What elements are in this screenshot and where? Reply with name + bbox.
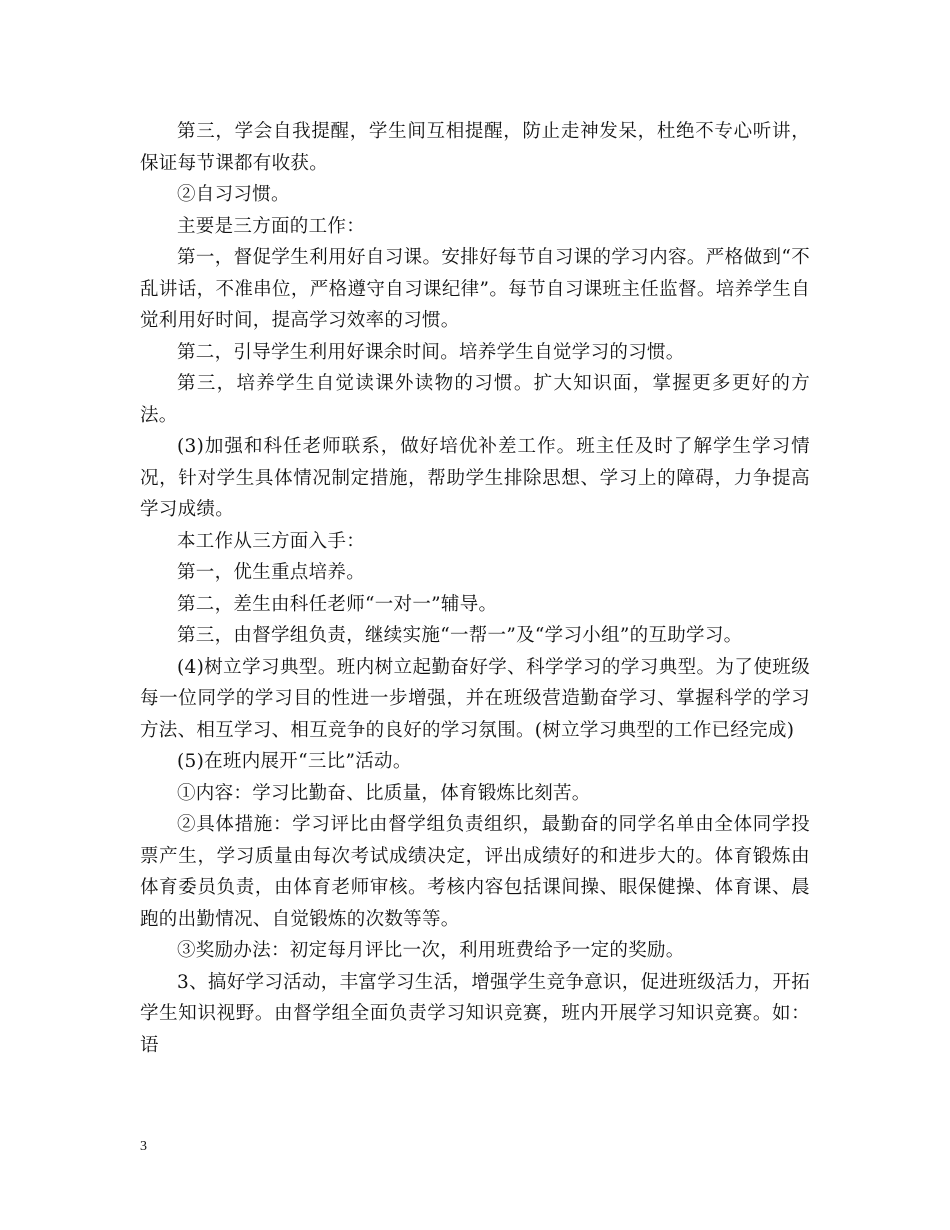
page-number: 3 (140, 1139, 147, 1154)
paragraph: 3、搞好学习活动，丰富学习生活，增强学生竞争意识，促进班级活力，开拓学生知识视野。由督学组全面负责学习知识竞赛，班内开展学习知识竞赛。如：语 (140, 971, 810, 1056)
paragraph: ②自习习惯。 (177, 184, 290, 205)
paragraph: 第三，由督学组负责，继续实施“一帮一”及“学习小组”的互助学习。 (177, 625, 743, 646)
paragraph: 第二，差生由科任老师“一对一”辅导。 (177, 593, 498, 615)
document-body (140, 116, 810, 1061)
paragraph: (3)加强和科任老师联系，做好培优补差工作。班主任及时了解学生学习情况，针对学生具体情况制定措施，帮助学生排除思想、学习上的障碍，力争提高学习成绩。 (140, 436, 810, 520)
paragraph: 第三，培养学生自觉读课外读物的习惯。扩大知识面，掌握更多更好的方法。 (140, 373, 810, 426)
paragraph: ③奖励办法：初定每月评比一次，利用班费给予一定的奖励。 (177, 940, 685, 961)
paragraph: 第一，督促学生利用好自习课。安排好每节自习课的学习内容。严格做到“不乱讲话，不准串位，严格遵守自习课纪律”。每节自习课班主任监督。培养学生自觉利用好时间，提高学习效率的习惯。 (140, 247, 810, 331)
paragraph: (4)树立学习典型。班内树立起勤奋好学、科学学习的学习典型。为了使班级每一位同学的学习目的性进一步增强，并在班级营造勤奋学习、掌握科学的学习方法、相互学习、相互竞争的良好的学习氛围。(树立学习典型的工作已经完成) (140, 656, 810, 741)
paragraph: 第三，学会自我提醒，学生间互相提醒，防止走神发呆，杜绝不专心听讲，保证每节课都有收获。 (140, 121, 810, 174)
paragraph: 主要是三方面的工作： (177, 215, 366, 237)
paragraph: 本工作从三方面入手： (177, 530, 366, 552)
paragraph: ①内容：学习比勤奋、比质量，体育锻炼比刻苦。 (177, 782, 591, 804)
paragraph: (5)在班内展开“三比”活动。 (177, 751, 412, 772)
paragraph: 第一，优生重点培养。 (177, 562, 366, 583)
paragraph: ②具体措施：学习评比由督学组负责组织，最勤奋的同学名单由全体同学投票产生，学习质量由每次考试成绩决定，评出成绩好的和进步大的。体育锻炼由体育委员负责，由体育老师审核。考核内容包括课间操、眼保健操、体育课、晨跑的出勤情况、自觉锻炼的次数等等。 (140, 814, 810, 930)
paragraph: 第二，引导学生利用好课余时间。培养学生自觉学习的习惯。 (177, 341, 685, 363)
